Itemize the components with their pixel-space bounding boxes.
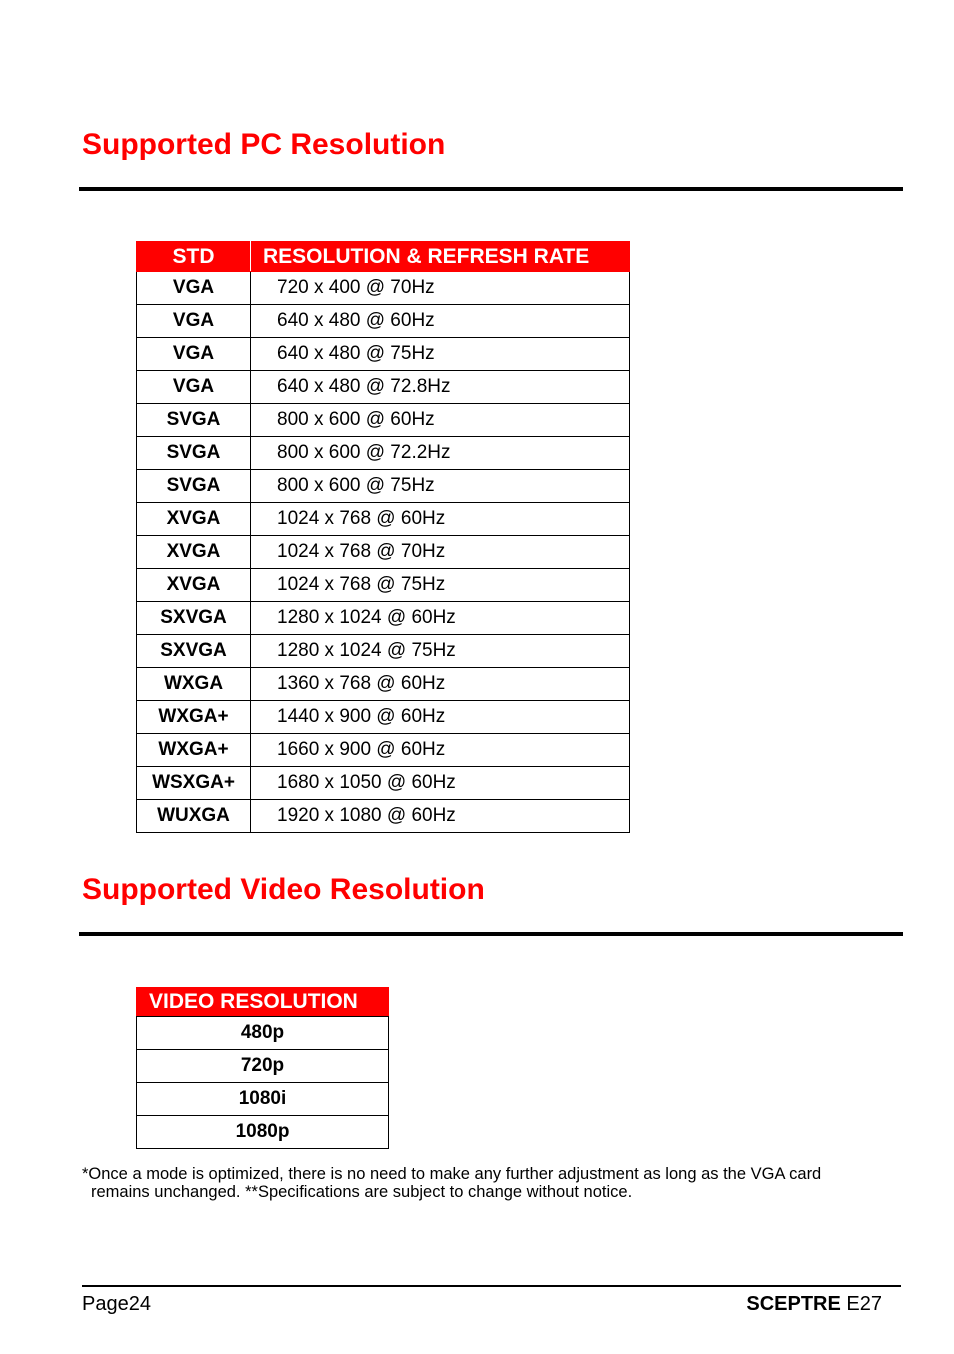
table-row	[137, 1017, 389, 1050]
std-cell: SXVGA	[137, 635, 251, 668]
title-divider	[79, 932, 903, 936]
table-row	[137, 1050, 389, 1083]
table-row	[137, 767, 630, 800]
resolution-cell: 1680 x 1050 @ 60Hz	[251, 767, 630, 800]
resolution-cell: 1024 x 768 @ 70Hz	[251, 536, 630, 569]
table-row	[137, 569, 630, 602]
resolution-cell: 1280 x 1024 @ 75Hz	[251, 635, 630, 668]
brand-name: SCEPTRE	[746, 1293, 841, 1315]
std-cell: XVGA	[137, 503, 251, 536]
resolution-cell: 1660 x 900 @ 60Hz	[251, 734, 630, 767]
resolution-cell: 1920 x 1080 @ 60Hz	[251, 800, 630, 833]
resolution-cell: 640 x 480 @ 60Hz	[251, 305, 630, 338]
std-cell: SVGA	[137, 404, 251, 437]
std-cell: VGA	[137, 305, 251, 338]
table-row	[137, 503, 630, 536]
table-row	[137, 668, 630, 701]
std-cell: SXVGA	[137, 602, 251, 635]
page-number: Page24	[82, 1293, 151, 1315]
resolution-cell: 800 x 600 @ 60Hz	[251, 404, 630, 437]
resolution-cell: 800 x 600 @ 72.2Hz	[251, 437, 630, 470]
table-row	[137, 602, 630, 635]
title-divider	[79, 187, 903, 191]
video-resolution-cell: 720p	[137, 1050, 389, 1083]
footnote-line-1: *Once a mode is optimized, there is no need to make any further adjustment as long as the VGA card	[82, 1165, 822, 1183]
resolution-cell: 720 x 400 @ 70Hz	[251, 272, 630, 305]
video-resolution-cell: 1080i	[137, 1083, 389, 1116]
resolution-cell: 1360 x 768 @ 60Hz	[251, 668, 630, 701]
table-row	[137, 1116, 389, 1149]
resolution-cell: 1024 x 768 @ 75Hz	[251, 569, 630, 602]
video-resolution-cell: 1080p	[137, 1116, 389, 1149]
std-cell: XVGA	[137, 536, 251, 569]
pc-resolution-title: Supported PC Resolution	[82, 128, 446, 161]
resolution-cell: 1024 x 768 @ 60Hz	[251, 503, 630, 536]
std-cell: SVGA	[137, 470, 251, 503]
table-row	[137, 536, 630, 569]
table-row	[137, 734, 630, 767]
resolution-column-header: RESOLUTION & REFRESH RATE	[251, 242, 630, 272]
video-resolution-table	[136, 987, 389, 1149]
std-cell: SVGA	[137, 437, 251, 470]
video-resolution-header: VIDEO RESOLUTION	[137, 988, 389, 1017]
brand-model	[746, 1293, 882, 1316]
footnote	[82, 1165, 912, 1201]
table-row	[137, 272, 630, 305]
std-cell: WXGA+	[137, 734, 251, 767]
table-row	[137, 371, 630, 404]
std-column-header: STD	[137, 242, 251, 272]
resolution-cell: 640 x 480 @ 75Hz	[251, 338, 630, 371]
std-cell: VGA	[137, 272, 251, 305]
resolution-cell: 1440 x 900 @ 60Hz	[251, 701, 630, 734]
std-cell: VGA	[137, 338, 251, 371]
std-cell: WUXGA	[137, 800, 251, 833]
resolution-cell: 800 x 600 @ 75Hz	[251, 470, 630, 503]
std-cell: WXGA	[137, 668, 251, 701]
pc-resolution-table	[136, 241, 630, 833]
footer-divider	[82, 1285, 901, 1287]
resolution-cell: 640 x 480 @ 72.8Hz	[251, 371, 630, 404]
resolution-cell: 1280 x 1024 @ 60Hz	[251, 602, 630, 635]
table-row	[137, 470, 630, 503]
model-name: E27	[846, 1293, 882, 1315]
std-cell: WSXGA+	[137, 767, 251, 800]
table-row	[137, 800, 630, 833]
table-row	[137, 305, 630, 338]
table-row	[137, 437, 630, 470]
video-resolution-cell: 480p	[137, 1017, 389, 1050]
table-row	[137, 701, 630, 734]
std-cell: WXGA+	[137, 701, 251, 734]
table-row	[137, 635, 630, 668]
table-header-row	[137, 988, 389, 1017]
table-header-row	[137, 242, 630, 272]
table-row	[137, 404, 630, 437]
footnote-line-2: remains unchanged. **Specifications are subject to change without notice.	[91, 1183, 633, 1201]
video-resolution-title: Supported Video Resolution	[82, 873, 485, 906]
table-row	[137, 338, 630, 371]
table-row	[137, 1083, 389, 1116]
std-cell: XVGA	[137, 569, 251, 602]
std-cell: VGA	[137, 371, 251, 404]
